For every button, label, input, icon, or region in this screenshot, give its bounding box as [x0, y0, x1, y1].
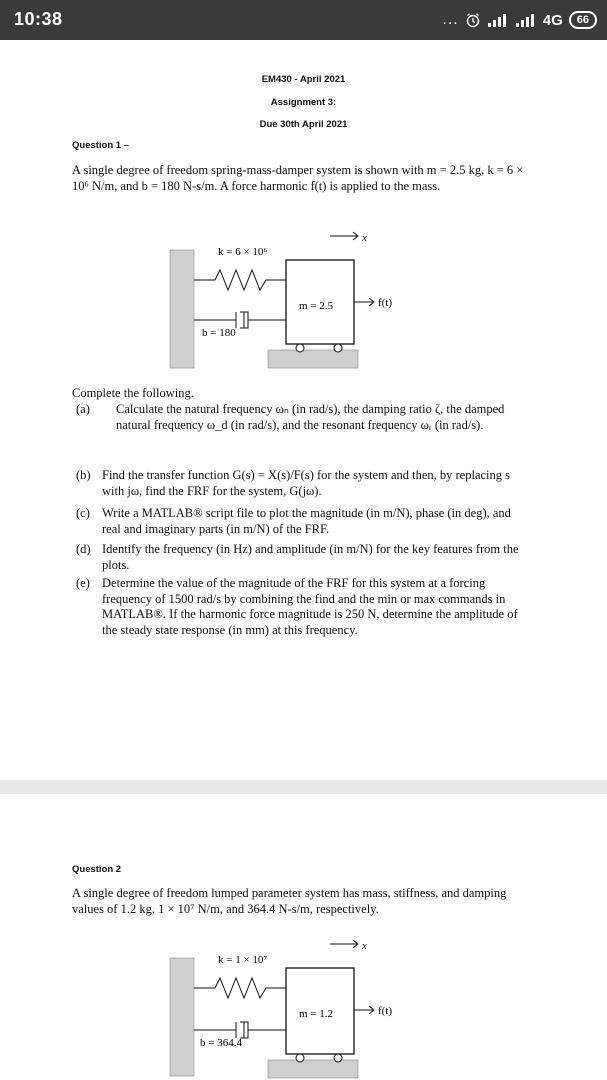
assignment-title: Assignment 3: — [270, 97, 337, 108]
mass-label: m = 1.2 — [299, 1008, 334, 1020]
item-d-text: Identify the frequency (in Hz) and amplitude (in m/N) for the key features from the plots. — [102, 542, 519, 572]
b-label: b = 180 — [202, 327, 236, 339]
battery-icon: 66 — [569, 11, 597, 29]
ground — [268, 1060, 358, 1078]
document-page-1 — [0, 40, 607, 780]
force-arrow — [354, 1006, 374, 1014]
notification-dots: ... — [442, 11, 459, 28]
force-arrow — [354, 298, 374, 306]
item-a-text: Calculate the natural frequency ωₙ (in rad/s), the damping ratio ζ, the damped natural frequency ω_d (in rad/s), and the resonant frequency ωᵣ (in rad/s). — [116, 402, 505, 432]
wall — [170, 250, 194, 368]
item-e-label: (e) — [76, 576, 90, 590]
alarm-icon — [465, 12, 481, 28]
b-label: b = 364.4 — [200, 1037, 242, 1049]
question-1-text: A single degree of freedom spring-mass-damper system is shown with m = 2.5 kg, k = 6 × 10⁶ N/m, and b = 180 N-s/m. A force harmonic f(t) is applied to the mass. — [72, 163, 524, 193]
clock: 10:38 — [14, 9, 63, 29]
complete-heading: Complete the following. — [72, 386, 194, 400]
item-a-label: (a) — [76, 402, 90, 416]
spring — [194, 270, 286, 290]
k-label: k = 1 × 10⁷ — [218, 954, 268, 966]
status-bar — [0, 0, 607, 40]
page-divider — [0, 780, 607, 794]
network-type: 4G — [542, 11, 563, 29]
spring-mass-damper-figure-1 — [160, 230, 430, 380]
wheel — [296, 344, 304, 352]
due-date: Due 30th April 2021 — [259, 119, 348, 130]
wall — [170, 958, 194, 1076]
x-label: x — [362, 940, 367, 952]
document-page-2 — [0, 794, 607, 1080]
item-d-label: (d) — [76, 542, 91, 556]
item-b-text: Find the transfer function G(s) = X(s)/F(s) for the system and then, by replacing s with jω, find the FRF for the system, G(jω). — [102, 468, 511, 498]
mass-label: m = 2.5 — [299, 300, 334, 312]
signal-icon — [487, 13, 509, 27]
item-c-text: Write a MATLAB® script file to plot the magnitude (in m/N), phase (in deg), and real and imaginary parts (in m/N) of the FRF. — [102, 506, 511, 536]
force-label: f(t) — [378, 297, 393, 309]
question-2-title: Question 2 — [72, 864, 122, 875]
displacement-arrow — [330, 940, 358, 948]
spring — [194, 978, 286, 998]
k-label: k = 6 × 10⁶ — [218, 246, 268, 258]
displacement-arrow — [330, 232, 358, 240]
ground — [268, 350, 358, 368]
item-b-label: (b) — [76, 468, 91, 482]
wheel — [296, 1054, 304, 1062]
item-e-text: Determine the value of the magnitude of the FRF for this system at a forcing frequency of 1500 rad/s by combining the find and the min or max commands in MATLAB®. If the harmonic force magnitude is 250 N, determine the amplitude of the steady state response (in mm) at this frequency. — [102, 576, 518, 637]
question-2-text: A single degree of freedom lumped parameter system has mass, stiffness, and damping values of 1.2 kg, 1 × 10⁷ N/m, and 364.4 N-s/m, respectively. — [72, 886, 507, 916]
item-c-label: (c) — [76, 506, 90, 520]
status-icons — [442, 8, 597, 32]
x-label: x — [362, 232, 367, 244]
damper — [194, 312, 286, 328]
wheel — [334, 344, 342, 352]
course-title: EM430 - April 2021 — [261, 74, 346, 85]
force-label: f(t) — [378, 1005, 393, 1017]
spring-mass-damper-figure-2 — [160, 938, 430, 1080]
wheel — [334, 1054, 342, 1062]
question-1-title: Question 1 – — [72, 140, 130, 151]
signal-icon — [515, 13, 537, 27]
damper — [194, 1022, 286, 1038]
